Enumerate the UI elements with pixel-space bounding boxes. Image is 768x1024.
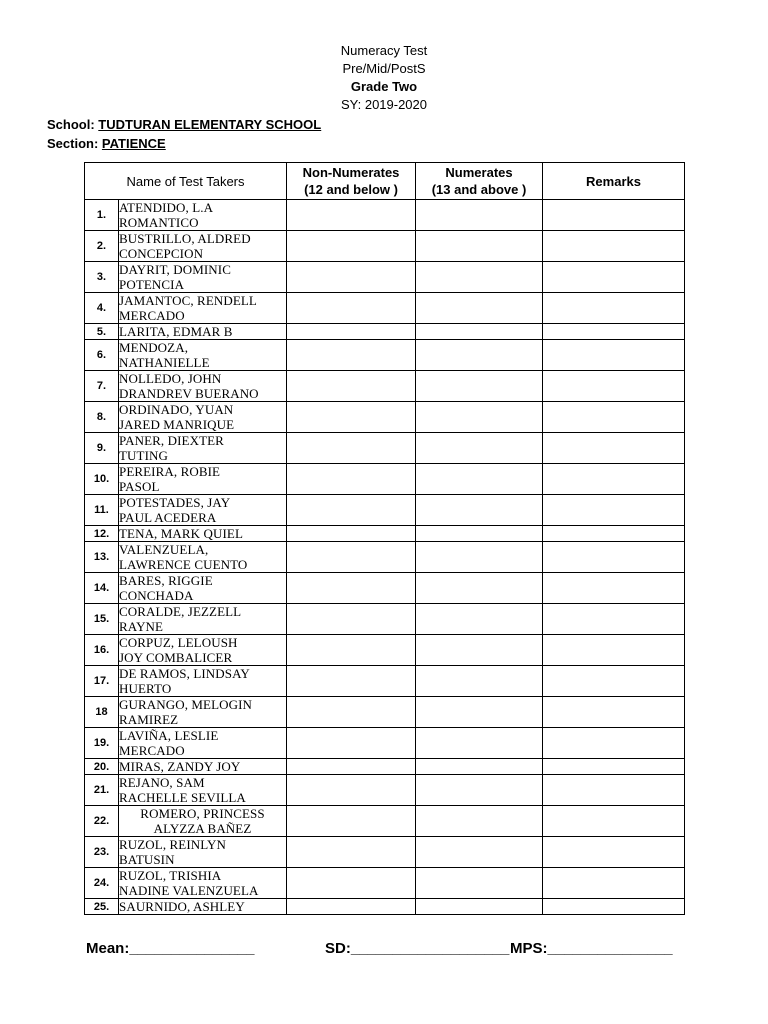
numerates-title: Numerates xyxy=(445,165,513,180)
name-line-2: PAUL ACEDERA xyxy=(119,510,217,525)
test-period: Pre/Mid/PostS xyxy=(342,61,426,76)
non-numerates-title: Non-Numerates xyxy=(302,165,400,180)
name-line-1: DE RAMOS, LINDSAY xyxy=(119,666,250,681)
table-row xyxy=(85,262,685,293)
section-name: PATIENCE xyxy=(101,136,166,151)
grade-level: Grade Two xyxy=(350,79,418,94)
numerates-cell[interactable] xyxy=(416,837,543,868)
non-numerates-cell[interactable] xyxy=(287,759,416,775)
table-row xyxy=(85,868,685,899)
test-taker-name xyxy=(119,324,287,340)
name-line-1: LARITA, EDMAR B xyxy=(119,324,233,339)
remarks-cell[interactable] xyxy=(543,340,685,371)
test-taker-name xyxy=(119,371,287,402)
numerates-cell[interactable] xyxy=(416,262,543,293)
name-line-2: RAMIREZ xyxy=(119,712,179,727)
test-taker-name xyxy=(119,495,287,526)
name-line-2: JARED MANRIQUE xyxy=(119,417,235,432)
non-numerates-cell[interactable] xyxy=(287,324,416,340)
test-taker-name xyxy=(119,573,287,604)
name-line-2: POTENCIA xyxy=(119,277,185,292)
remarks-cell[interactable] xyxy=(543,868,685,899)
numerates-cell[interactable] xyxy=(416,464,543,495)
table-row xyxy=(85,340,685,371)
remarks-cell[interactable] xyxy=(543,728,685,759)
name-line-1: LAVIÑA, LESLIE xyxy=(119,728,219,743)
table-row xyxy=(85,775,685,806)
row-number: 10. xyxy=(85,464,119,495)
non-numerates-cell[interactable] xyxy=(287,666,416,697)
test-taker-name xyxy=(119,604,287,635)
row-number: 6. xyxy=(85,340,119,371)
table-row xyxy=(85,200,685,231)
school-year: SY: 2019-2020 xyxy=(340,97,428,112)
table-row xyxy=(85,402,685,433)
non-numerates-cell[interactable] xyxy=(287,806,416,837)
name-line-2: JOY COMBALICER xyxy=(119,650,233,665)
school-line xyxy=(47,115,321,134)
name-line-1: RUZOL, REINLYN xyxy=(119,837,226,852)
table-row xyxy=(85,526,685,542)
name-line-1: CORPUZ, LELOUSH xyxy=(119,635,238,650)
test-taker-name xyxy=(119,231,287,262)
remarks-cell[interactable] xyxy=(543,433,685,464)
table-row xyxy=(85,542,685,573)
name-line-1: BARES, RIGGIE xyxy=(119,573,213,588)
numerates-cell[interactable] xyxy=(416,697,543,728)
test-taker-name xyxy=(119,293,287,324)
col-header-non-numerates xyxy=(287,163,416,200)
name-line-2: CONCEPCION xyxy=(119,246,204,261)
remarks-cell[interactable] xyxy=(543,837,685,868)
test-taker-name xyxy=(119,868,287,899)
row-number: 16. xyxy=(85,635,119,666)
numerates-cell[interactable] xyxy=(416,200,543,231)
test-taker-name xyxy=(119,899,287,915)
school-label: School: xyxy=(47,117,95,132)
remarks-cell[interactable] xyxy=(543,200,685,231)
name-line-1: PANER, DIEXTER xyxy=(119,433,224,448)
test-taker-name xyxy=(119,542,287,573)
remarks-cell[interactable] xyxy=(543,526,685,542)
table-row xyxy=(85,293,685,324)
table-header-row xyxy=(85,163,685,200)
non-numerates-cell[interactable] xyxy=(287,464,416,495)
test-taker-name xyxy=(119,775,287,806)
row-number: 15. xyxy=(85,604,119,635)
non-numerates-range: (12 and below ) xyxy=(304,182,398,197)
row-number: 21. xyxy=(85,775,119,806)
numerates-cell[interactable] xyxy=(416,635,543,666)
numerates-cell[interactable] xyxy=(416,666,543,697)
name-line-1: NOLLEDO, JOHN xyxy=(119,371,222,386)
table-row xyxy=(85,464,685,495)
non-numerates-cell[interactable] xyxy=(287,697,416,728)
numerates-cell[interactable] xyxy=(416,526,543,542)
test-taker-name xyxy=(119,464,287,495)
school-info xyxy=(47,115,321,153)
numerates-cell[interactable] xyxy=(416,402,543,433)
sd-field: SD:___________________ xyxy=(325,940,510,957)
row-number: 17. xyxy=(85,666,119,697)
non-numerates-cell[interactable] xyxy=(287,340,416,371)
table-row xyxy=(85,495,685,526)
table-row xyxy=(85,899,685,915)
name-line-2: MERCADO xyxy=(119,743,185,758)
test-taker-name xyxy=(119,340,287,371)
row-number: 1. xyxy=(85,200,119,231)
row-number: 3. xyxy=(85,262,119,293)
row-number: 19. xyxy=(85,728,119,759)
numerates-cell[interactable] xyxy=(416,433,543,464)
name-line-1: ROMERO, PRINCESS xyxy=(140,806,265,821)
name-line-2: NATHANIELLE xyxy=(119,355,210,370)
test-taker-name xyxy=(119,759,287,775)
name-line-2: RACHELLE SEVILLA xyxy=(119,790,246,805)
non-numerates-cell[interactable] xyxy=(287,868,416,899)
remarks-cell[interactable] xyxy=(543,371,685,402)
remarks-cell[interactable] xyxy=(543,464,685,495)
test-takers-table xyxy=(84,162,685,915)
table-row xyxy=(85,666,685,697)
non-numerates-cell[interactable] xyxy=(287,573,416,604)
name-line-1: PEREIRA, ROBIE xyxy=(119,464,221,479)
non-numerates-cell[interactable] xyxy=(287,604,416,635)
row-number: 24. xyxy=(85,868,119,899)
row-number: 25. xyxy=(85,899,119,915)
section-label: Section: xyxy=(47,136,99,151)
row-number: 13. xyxy=(85,542,119,573)
remarks-cell[interactable] xyxy=(543,806,685,837)
table-row xyxy=(85,573,685,604)
remarks-cell[interactable] xyxy=(543,262,685,293)
test-taker-name xyxy=(119,402,287,433)
numerates-cell[interactable] xyxy=(416,899,543,915)
remarks-cell[interactable] xyxy=(543,495,685,526)
name-line-2: TUTING xyxy=(119,448,168,463)
name-line-1: VALENZUELA, xyxy=(119,542,209,557)
test-title: Numeracy Test xyxy=(340,43,428,58)
table-row xyxy=(85,324,685,340)
non-numerates-cell[interactable] xyxy=(287,728,416,759)
table-row xyxy=(85,759,685,775)
name-line-2: ALYZZA BAÑEZ xyxy=(153,821,252,836)
numerates-cell[interactable] xyxy=(416,340,543,371)
name-line-1: REJANO, SAM xyxy=(119,775,205,790)
name-line-1: TENA, MARK QUIEL xyxy=(119,526,244,541)
name-line-2: NADINE VALENZUELA xyxy=(119,883,259,898)
numerates-cell[interactable] xyxy=(416,728,543,759)
name-line-1: MENDOZA, xyxy=(119,340,189,355)
remarks-cell[interactable] xyxy=(543,542,685,573)
row-number: 11. xyxy=(85,495,119,526)
test-taker-name xyxy=(119,728,287,759)
school-name: TUDTURAN ELEMENTARY SCHOOL xyxy=(98,117,322,132)
name-line-2: HUERTO xyxy=(119,681,172,696)
name-line-1: BUSTRILLO, ALDRED xyxy=(119,231,251,246)
row-number: 12. xyxy=(85,526,119,542)
name-line-2: BATUSIN xyxy=(119,852,175,867)
row-number: 4. xyxy=(85,293,119,324)
document-header xyxy=(0,42,768,114)
remarks-cell[interactable] xyxy=(543,324,685,340)
name-line-2: DRANDREV BUERANO xyxy=(119,386,259,401)
col-header-remarks: Remarks xyxy=(543,163,685,200)
name-line-1: RUZOL, TRISHIA xyxy=(119,868,222,883)
test-taker-name xyxy=(119,635,287,666)
numerates-cell[interactable] xyxy=(416,759,543,775)
row-number: 20. xyxy=(85,759,119,775)
row-number: 23. xyxy=(85,837,119,868)
remarks-cell[interactable] xyxy=(543,775,685,806)
name-line-2: PASOL xyxy=(119,479,160,494)
numerates-cell[interactable] xyxy=(416,604,543,635)
numerates-cell[interactable] xyxy=(416,495,543,526)
test-taker-name xyxy=(119,806,287,837)
table-row xyxy=(85,371,685,402)
non-numerates-cell[interactable] xyxy=(287,526,416,542)
table-row xyxy=(85,635,685,666)
name-line-2: RAYNE xyxy=(119,619,164,634)
name-line-1: GURANGO, MELOGIN xyxy=(119,697,253,712)
non-numerates-cell[interactable] xyxy=(287,262,416,293)
remarks-cell[interactable] xyxy=(543,402,685,433)
name-line-1: SAURNIDO, ASHLEY xyxy=(119,899,245,914)
numerates-cell[interactable] xyxy=(416,324,543,340)
table-row xyxy=(85,433,685,464)
table-row xyxy=(85,728,685,759)
non-numerates-cell[interactable] xyxy=(287,495,416,526)
remarks-cell[interactable] xyxy=(543,573,685,604)
remarks-cell[interactable] xyxy=(543,759,685,775)
numerates-cell[interactable] xyxy=(416,573,543,604)
row-number: 7. xyxy=(85,371,119,402)
row-number: 2. xyxy=(85,231,119,262)
test-taker-name xyxy=(119,666,287,697)
table-row xyxy=(85,697,685,728)
table-row xyxy=(85,806,685,837)
row-number: 5. xyxy=(85,324,119,340)
numerates-cell[interactable] xyxy=(416,371,543,402)
test-taker-name xyxy=(119,262,287,293)
row-number: 18 xyxy=(85,697,119,728)
non-numerates-cell[interactable] xyxy=(287,775,416,806)
non-numerates-cell[interactable] xyxy=(287,837,416,868)
test-taker-name xyxy=(119,200,287,231)
remarks-cell[interactable] xyxy=(543,666,685,697)
name-line-2: CONCHADA xyxy=(119,588,194,603)
remarks-cell[interactable] xyxy=(543,604,685,635)
table-row xyxy=(85,837,685,868)
table-row xyxy=(85,231,685,262)
non-numerates-cell[interactable] xyxy=(287,200,416,231)
name-line-1: CORALDE, JEZZELL xyxy=(119,604,242,619)
numerates-cell[interactable] xyxy=(416,231,543,262)
name-line-1: MIRAS, ZANDY JOY xyxy=(119,759,241,774)
col-header-numerates xyxy=(416,163,543,200)
mean-field: Mean:_______________ xyxy=(86,940,255,957)
non-numerates-cell[interactable] xyxy=(287,402,416,433)
non-numerates-cell[interactable] xyxy=(287,433,416,464)
remarks-cell[interactable] xyxy=(543,899,685,915)
test-taker-name xyxy=(119,837,287,868)
numerates-cell[interactable] xyxy=(416,868,543,899)
table-row xyxy=(85,604,685,635)
test-taker-name xyxy=(119,526,287,542)
row-number: 8. xyxy=(85,402,119,433)
mps-field: MPS:_______________ xyxy=(510,940,673,957)
row-number: 9. xyxy=(85,433,119,464)
numerates-cell[interactable] xyxy=(416,806,543,837)
remarks-cell[interactable] xyxy=(543,635,685,666)
test-taker-name xyxy=(119,433,287,464)
non-numerates-cell[interactable] xyxy=(287,293,416,324)
table-body xyxy=(85,200,685,915)
name-line-1: JAMANTOC, RENDELL xyxy=(119,293,257,308)
row-number: 22. xyxy=(85,806,119,837)
remarks-cell[interactable] xyxy=(543,231,685,262)
row-number: 14. xyxy=(85,573,119,604)
name-line-1: POTESTADES, JAY xyxy=(119,495,231,510)
remarks-cell[interactable] xyxy=(543,293,685,324)
non-numerates-cell[interactable] xyxy=(287,542,416,573)
test-taker-name xyxy=(119,697,287,728)
name-line-2: MERCADO xyxy=(119,308,185,323)
non-numerates-cell[interactable] xyxy=(287,635,416,666)
section-line xyxy=(47,134,321,153)
numerates-cell[interactable] xyxy=(416,542,543,573)
numerates-cell[interactable] xyxy=(416,775,543,806)
non-numerates-cell[interactable] xyxy=(287,899,416,915)
name-line-1: ATENDIDO, L.A xyxy=(119,200,214,215)
name-line-1: DAYRIT, DOMINIC xyxy=(119,262,231,277)
numerates-cell[interactable] xyxy=(416,293,543,324)
non-numerates-cell[interactable] xyxy=(287,231,416,262)
remarks-cell[interactable] xyxy=(543,697,685,728)
name-line-2: ROMANTICO xyxy=(119,215,199,230)
col-header-name: Name of Test Takers xyxy=(85,163,287,200)
name-line-1: ORDINADO, YUAN xyxy=(119,402,234,417)
non-numerates-cell[interactable] xyxy=(287,371,416,402)
numerates-range: (13 and above ) xyxy=(431,182,527,197)
name-line-2: LAWRENCE CUENTO xyxy=(119,557,248,572)
